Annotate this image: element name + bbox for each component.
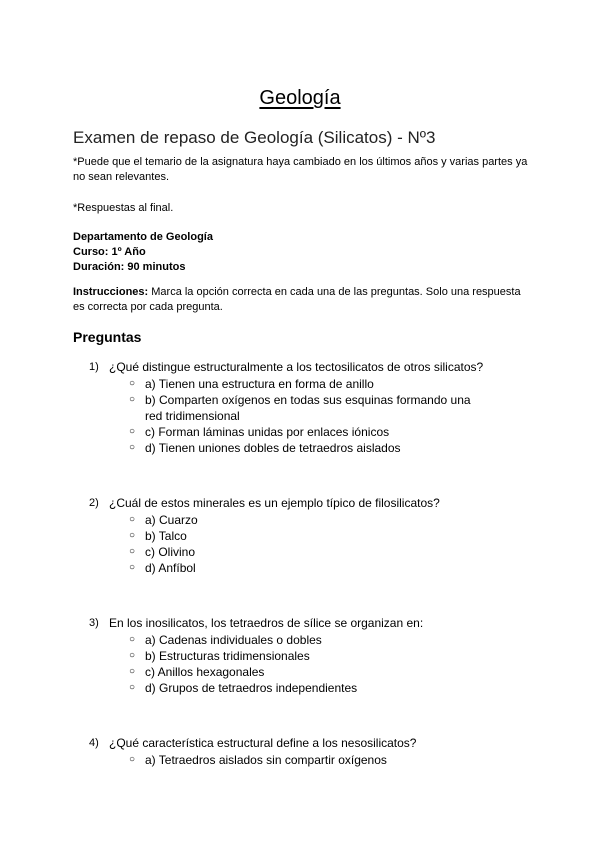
answer-option[interactable] [0,632,490,648]
question-text: ¿Qué distingue estructuralmente a los tectosilicatos de otros silicatos? [109,360,484,374]
option-text: c) Anillos hexagonales [145,665,265,679]
option-text: d) Tienen uniones dobles de tetraedros aislados [145,441,401,455]
circle-bullet-icon: ○ [129,426,136,437]
answer-option[interactable] [0,376,490,392]
option-text: a) Cadenas individuales o dobles [145,633,322,647]
option-text: c) Forman láminas unidas por enlaces iónicos [145,425,390,439]
circle-bullet-icon: ○ [129,562,136,573]
circle-bullet-icon: ○ [129,666,136,677]
question-2 [0,495,600,576]
circle-bullet-icon: ○ [129,634,136,645]
question-text: ¿Cuál de estos minerales es un ejemplo típico de filosilicatos? [109,496,440,510]
circle-bullet-icon: ○ [129,442,136,453]
option-text: a) Tetraedros aislados sin compartir oxígenos [145,753,387,767]
department-label: Departamento de Geología [73,231,213,243]
answer-option[interactable] [0,680,490,696]
answer-option[interactable] [0,424,490,440]
option-text: d) Grupos de tetraedros independientes [145,681,358,695]
answer-option[interactable] [0,560,490,576]
instructions-text: Marca la opción correcta en cada una de las preguntas. Solo una respuesta es correcta por cada pregunta. [73,286,521,313]
question-number: 2) [89,497,99,509]
page-title: Geología [259,87,341,109]
question-text: En los inosilicatos, los tetraedros de sílice se organizan en: [109,616,424,630]
answer-option[interactable] [0,440,490,456]
question-text: ¿Qué característica estructural define a los nesosilicatos? [109,736,417,750]
duration-label: Duración: 90 minutos [73,261,186,273]
option-text: a) Tienen una estructura en forma de anillo [145,377,374,391]
answer-option[interactable] [0,664,490,680]
circle-bullet-icon: ○ [129,650,136,661]
answer-option[interactable] [0,752,490,768]
instructions [73,285,533,315]
course-label: Curso: 1º Año [73,246,146,258]
question-number: 3) [89,617,99,629]
option-text: c) Olivino [145,545,196,559]
answer-option[interactable] [0,528,490,544]
circle-bullet-icon: ○ [129,514,136,525]
instructions-label: Instrucciones: [73,286,149,298]
circle-bullet-icon: ○ [129,378,136,389]
question-1 [0,359,600,456]
answers-note: *Respuestas al final. [73,202,174,214]
answer-option[interactable] [0,392,490,424]
question-4 [0,735,600,768]
option-text: b) Talco [145,529,187,543]
section-title: Preguntas [73,329,142,345]
circle-bullet-icon: ○ [129,682,136,693]
option-text: b) Comparten oxígenos en todas sus esquinas formando una red tridimensional [145,393,471,423]
answer-option[interactable] [0,544,490,560]
option-text: b) Estructuras tridimensionales [145,649,310,663]
exam-meta [73,230,533,275]
option-text: d) Anfíbol [145,561,196,575]
circle-bullet-icon: ○ [129,394,136,405]
answer-option[interactable] [0,512,490,528]
question-number: 1) [89,361,99,373]
circle-bullet-icon: ○ [129,754,136,765]
answer-option[interactable] [0,648,490,664]
syllabus-note: *Puede que el temario de la asignatura haya cambiado en los últimos años y varias partes ya no sean relevantes. [73,156,528,183]
question-3 [0,615,600,696]
option-text: a) Cuarzo [145,513,198,527]
circle-bullet-icon: ○ [129,546,136,557]
circle-bullet-icon: ○ [129,530,136,541]
question-number: 4) [89,737,99,749]
exam-subtitle: Examen de repaso de Geología (Silicatos) - Nº3 [73,128,436,147]
